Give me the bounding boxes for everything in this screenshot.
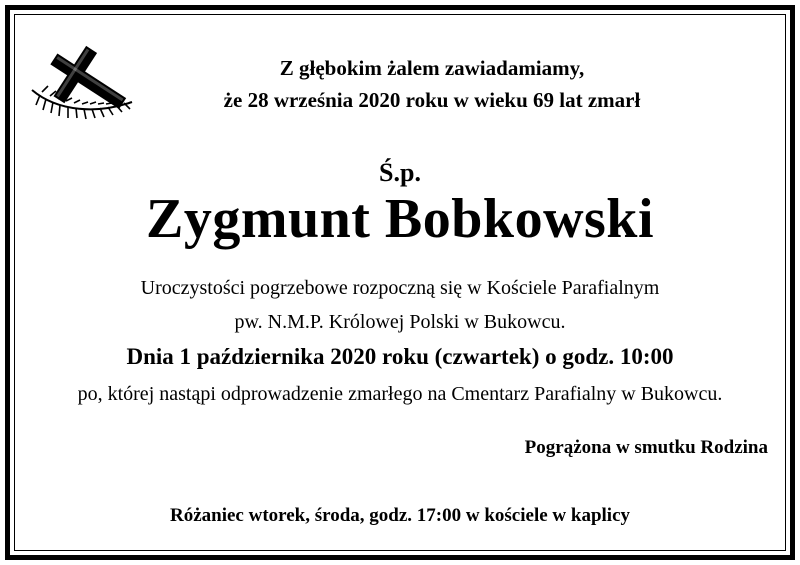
ceremony-line-3: po, której nastąpi odprowadzenie zmarłego na Cmentarz Parafialny w Bukowcu. [77,383,723,405]
ceremony-line-2: pw. N.M.P. Królowej Polski w Bukowcu. [234,311,566,333]
deceased-name: Zygmunt Bobkowski [145,188,654,250]
ceremony-line-1: Uroczystości pogrzebowe rozpoczną się w Kościele Parafialnym [140,277,660,299]
family-signature: Pogrążona w smutku Rodzina [524,437,768,458]
ceremony-date: Dnia 1 października 2020 roku (czwartek) o godz. 10:00 [126,344,674,369]
intro-line-2: że 28 września 2020 roku w wieku 69 lat zmarł [223,88,641,112]
rosary-info: Różaniec wtorek, środa, godz. 17:00 w kościele w kaplicy [169,505,631,526]
intro-line-1: Z głębokim żalem zawiadamiamy, [279,56,585,80]
honorific: Ś.p. [379,158,421,187]
cross-with-palm-branch-icon [28,42,138,127]
